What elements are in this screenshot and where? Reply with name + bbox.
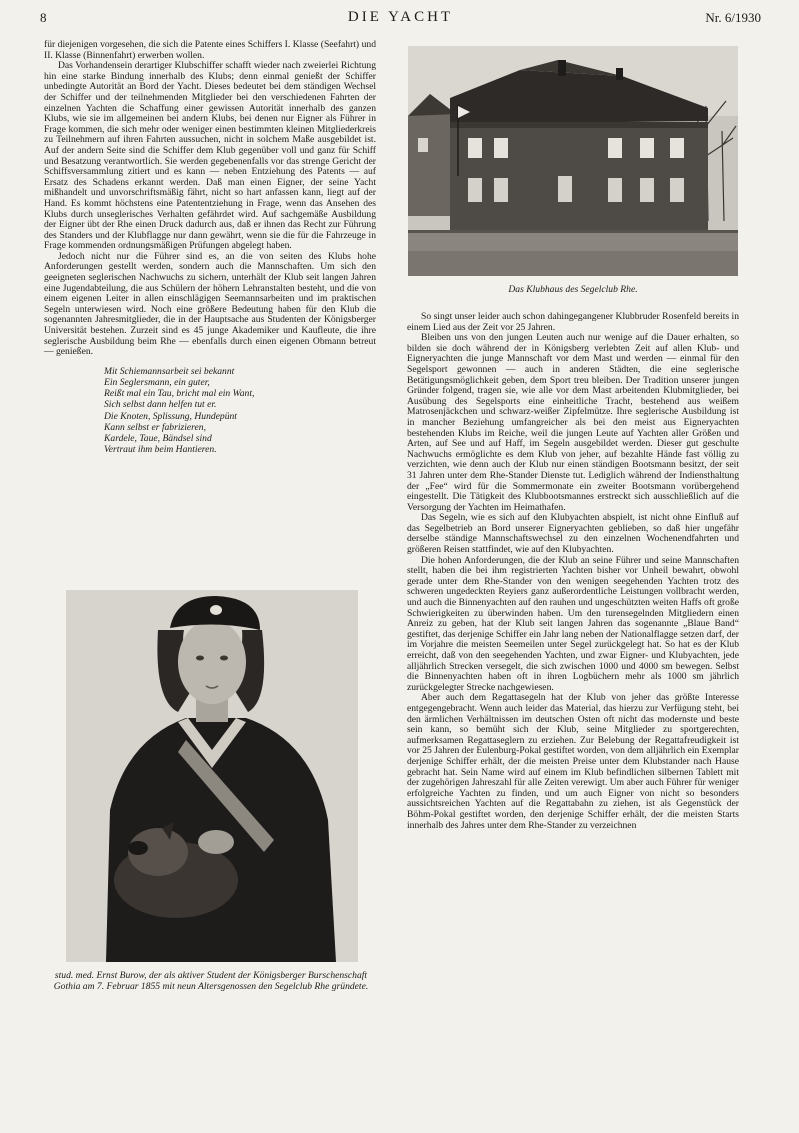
page-number: 8 bbox=[40, 10, 47, 25]
paragraph: Bleiben uns von den jungen Leuten auch nur wenige auf die Dauer erhalten, so bilden sie doch während der in Königsberg verlebten Zeit auf allen Klub- und Eigneryachten die junge Mannschaft vor dem Mast und werden — einmal für den Segelsport gewonnen — auch in anderen Städten, die eine seglerische Betätigungsmöglichkeit geben, dem Sport treu bleiben. Der Tradition unserer jungen Gründer folgend, tragen sie, wie alle vor dem Mast arbeitenden Klubmitglieder, bei Ausübung des Segelsports eine einheitliche Tracht, bestehend aus weißem Matrosenjäckchen und schwarz-weißer Zipfelmütze. Ihre seglerische Ausbildung ist in mancher Beziehung umfangreicher als bei den meist aus Eigneryachten bestehenden Klubs im Reiche, weil die jungen Leute auf Yachten aller Größen und Arten, auf See und auf Haff, im Segeln ausgebildet werden. Dieser gut geschulte Nachwuchs ermöglichte es dem Klub von jeher, auf bezahlte Hände fast völlig zu verzichten, wie denn auch der Klub nur einen ständigen Bootsmann besitzt, der seit 31 Jahren unter dem Rhe-Stander Dienste tut. Lediglich während der Indiensthaltung der „Fee“ wird für die Sommermonate ein zweiter Bootsmann vorübergehend eingestellt. Die Tätigkeit des Klubbootsmannes erstreckt sich ausschließlich auf die Versorgung der Yachten im Heimathafen. bbox=[407, 332, 739, 513]
issue-number: Nr. 6/1930 bbox=[705, 10, 761, 25]
paragraph: Das Segeln, wie es sich auf den Klubyachten abspielt, ist nicht ohne Einfluß auf das Segelbetrieb an Bord unserer Eigneryachten geblieben, so daß hier ungefähr derselbe ständige Mannschaftswechsel zu den einzelnen Wochenendfahrten und größeren Reisen stattfindet, wie auf den Klubyachten. bbox=[407, 512, 739, 556]
paragraph: Aber auch dem Regattasegeln hat der Klub von jeher das größte Interesse entgegengebracht. Wenn auch leider das Material, das hierzu zur Verfügung steht, bei den ärmlichen Verhältnissen im deutschen Osten oft nicht das modernste und beste sein kann, so bemüht sich der Klub, seine Mitglieder zu sportgerechten, aufmerksamen Regattaseglern zu erziehen. Zur Belebung der Regattafreudigkeit ist vor 25 Jahren der Eulenburg-Pokal gestiftet worden, von dem alljährlich ein Exemplar derjenige Schiffer erhält, der die meisten Preise unter dem Klubstander nach Hause gebracht hat. Sein Name wird auf einem im Klub befindlichen silbernen Tablett mit der zugehörigen Jahreszahl für alle Zeiten verewigt. Um aber auch Führer für weniger erfolgreiche Yachten zu finden, und um auch Eigner von nicht so besonders aussichtsreichen Yachten auf die Regattabahn zu ziehen, ist als Gegenstück der Böhm-Pokal gestiftet worden, den derjenige Schiffer erhält, der die meisten Starts innerhalb des Jahres unter dem Rhe-Stander zu verzeichnen bbox=[407, 692, 739, 831]
paragraph: Jedoch nicht nur die Führer sind es, an die von seiten des Klubs hohe Anforderungen gestellt werden, sondern auch die Mannschaften. Um sich den geeigneten seglerischen Nachwuchs zu sichern, unterhält der Klub seit langen Jahren eine Jugendabteilung, die aus Schülern der höhern Lehranstalten besteht, und die von einem eigenen Leiter in allen einschlägigen Seemannsarbeiten und im praktischen Segeln unterwiesen wird. Noch eine größere Bedeutung haben für den Klub die sogenannten Jahresmitglieder, die in der Hauptsache aus Studenten der Königsberger Universität bestehen. Zurzeit sind es 45 junge Akademiker und Kaufleute, die ihre seglerische Ausbildung beim Rhe — ebenfalls durch einen eigenen Obmann betreut — genießen. bbox=[44, 250, 376, 358]
poem-line: Vertraut ihm beim Hantieren. bbox=[104, 444, 217, 456]
poem-line: Ein Seglersmann, ein guter, bbox=[104, 377, 210, 389]
paragraph: Die hohen Anforderungen, die der Klub an seine Führer und seine Mannschaften stellt, haben die bei ihm registrierten Yachten bisher vor Unheil bewahrt, obwohl gerade unter dem Rhe-Stander von den wenigen seegehenden Yachten trotz des schweren ungedeckten Reyiers ganz außerordentliche Leistungen vollbracht werden, und auch die Binnenyachten auf den rauhen und ungeschützten weiten Haffs oft große Schwierigkeiten zu überwinden haben. Um den turensegelnden Mitgliedern einen Anreiz zu geben, hat der Klub seit langen Jahren das sogenannte „Blaue Band“ gestiftet, das derjenige Schiffer ein Jahr lang neben der Nationalflagge setzen darf, der im Vorjahre die meisten Seemeilen unter Segel zurückgelegt hat. So hat es der Klub erreicht, daß von den seegehenden Yachten, und zwar Eigner- und Klubyachten, jede alljährlich Strecken versegelt, die sich zwischen 1000 und 4000 sm bewegen. Selbst die Binnenyachten haben oft in ihren Logbüchern mehr als 1000 sm jährlich zurückgelegter Strecke nachgewiesen. bbox=[407, 554, 739, 693]
poem-line: Die Knoten, Splissung, Hundepünt bbox=[104, 410, 237, 422]
portrait-caption: stud. med. Ernst Burow, der als aktiver Student der Königsberger Burschenschaft Gothia am 7. Februar 1855 mit neun Altersgenossen den Segelclub Rhe gründete. bbox=[53, 970, 369, 993]
portrait-photo bbox=[66, 590, 358, 962]
clubhouse-photo bbox=[408, 46, 738, 276]
clubhouse-caption: Das Klubhaus des Segelclub Rhe. bbox=[508, 284, 638, 295]
right-column bbox=[407, 312, 739, 831]
left-column bbox=[44, 40, 376, 455]
paragraph: So singt unser leider auch schon dahingegangener Klubbruder Rosenfeld bereits in einem Lied aus der Zeit vor 25 Jahren. bbox=[407, 311, 739, 333]
page-header bbox=[40, 10, 761, 30]
paragraph: für diejenigen vorgesehen, die sich die Patente eines Schiffers I. Klasse (Seefahrt) und II. Klasse (Binnenfahrt) erwerben wollen. bbox=[44, 39, 376, 61]
paragraph: Das Vorhandensein derartiger Klubschiffer schafft wieder nach zweierlei Richtung hin eine starke Bindung innerhalb des Klubs; denn einmal genießt der Schiffer unbedingte Autorität an Bord der Yacht. Dieses bedeutet bei dem ständigen Wechsel der Schiffer und der teilnehmenden Mitglieder bei den verschiedenen Fahrten der einzelnen Yachten die Schaffung einer gewissen Autorität innerhalb des ganzen Klubs, wie sie im allgemeinen bei andern Klubs, bei denen nur Eigner als Führer in Frage kommen, die sich mehr oder weniger einen bestimmten kleinen Mitgliederkreis zu Teilnehmern auf ihren Fahrten aussuchen, nicht in solchem Maße ausgebildet ist. Auf der andern Seite sind die Schiffer dem Klub gegenüber voll und ganz für Schiff und Besatzung verantwortlich. Sie werden gegebenenfalls vor das strenge Gericht der Schiffsversammlung zitiert und es kann — neben Entziehung des Patents — auf Ersatz des Schadens erkannt werden. Daß man einen Eigner, der seine Yacht mißhandelt und unvorschriftsmäßig fährt, nicht so hart anfassen kann, liegt auf der Hand. Es kommt höchstens eine Patententziehung in Frage, wenn das Ansehen des Klubs durch unseglerisches Verhalten gefährdet wird. Auf sachgemäße Ausbildung der Eigner übt der Rhe einen Druck dadurch aus, daß er ihnen das Recht zur Führung des Standers und der Klubflagge nur dann gewährt, wenn sie die für die Fahrzeuge in Frage kommenden ordnungsmäßigen Prüfungen abgelegt haben. bbox=[44, 60, 376, 252]
masthead: DIE YACHT bbox=[347, 9, 454, 25]
poem-line: Kardele, Taue, Bändsel sind bbox=[104, 433, 212, 445]
poem-line: Sich selbst dann helfen tut er. bbox=[104, 399, 217, 411]
poem bbox=[104, 366, 376, 456]
poem-line: Reißt mal ein Tau, bricht mal ein Want, bbox=[104, 388, 255, 400]
poem-line: Mit Schiemannsarbeit sei bekannt bbox=[104, 365, 235, 377]
poem-line: Kann selbst er fabrizieren, bbox=[104, 421, 206, 433]
